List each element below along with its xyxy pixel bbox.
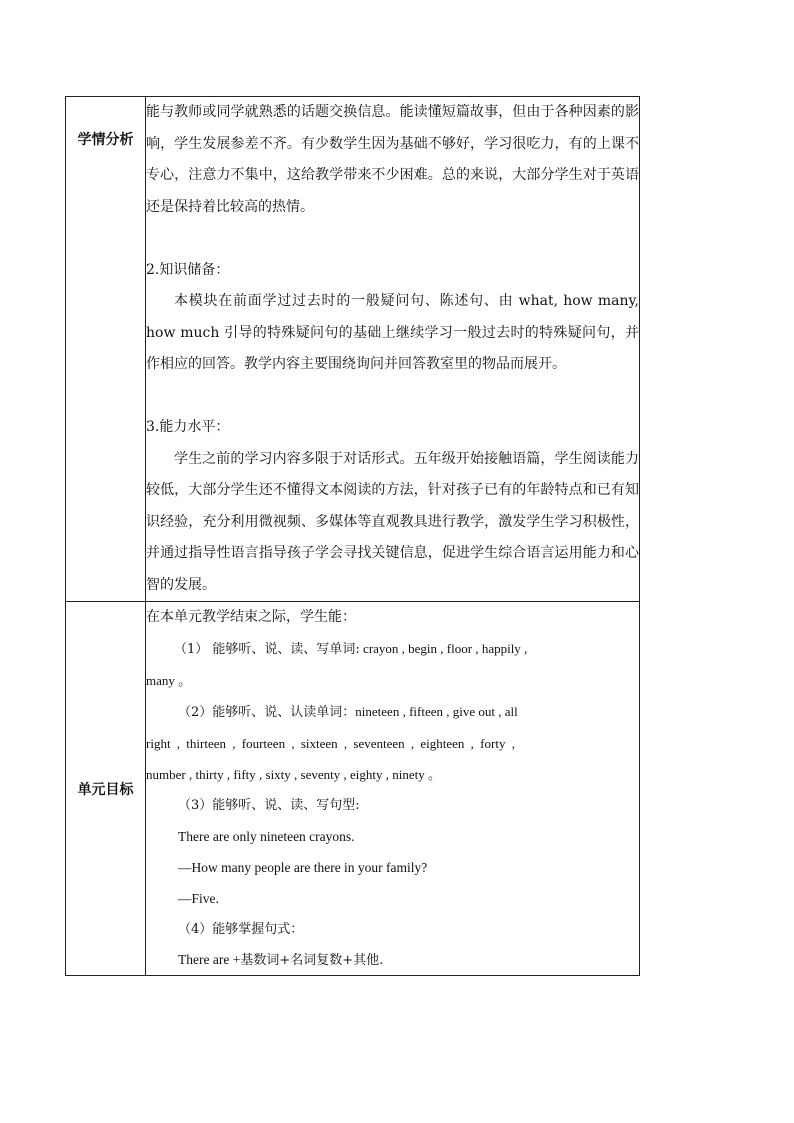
- goal-3-heading: （3）能够听、说、读、写句型:: [178, 798, 360, 813]
- lesson-plan-table: [65, 96, 640, 976]
- label-text: 学情分析: [77, 132, 134, 148]
- goal-2-words-cont1: right , thirteen , fourteen , sixteen , seventeen , eighteen , forty ,: [146, 736, 515, 751]
- goal-1-words-cont: many 。: [146, 673, 192, 688]
- goal-2: [146, 696, 639, 728]
- table-row-analysis: [66, 97, 640, 602]
- goals-content: [146, 602, 640, 976]
- row-label-analysis: [66, 97, 146, 602]
- pattern-cn: 基数词+名词复数+其他.: [240, 953, 384, 968]
- sentence-pattern: [146, 945, 639, 975]
- label-text: 单元目标: [77, 781, 134, 798]
- goal-2-words: nineteen , fifteen , give out , all: [355, 704, 518, 719]
- goal-2-words-cont2: number , thirty , fifty , sixty , seventy , eighty , ninety 。: [146, 767, 441, 782]
- knowledge-paragraph: 本模块在前面学过过去时的一般疑问句、陈述句、由 what, how many, how much 引导的特殊疑问句的基础上继续学习一般过去时的特殊疑问句，并作相应的回答。教学内容主要围绕询问并回答教室里的物品而展开。: [146, 293, 639, 372]
- goal-1-prefix: （1） 能够听、说、读、写单词:: [174, 642, 360, 657]
- pattern-en: There are +: [178, 952, 241, 967]
- ability-heading: 3.能力水平：: [146, 419, 230, 435]
- sentence-1: There are only nineteen crayons.: [178, 829, 355, 844]
- sentence-3: —Five.: [178, 891, 219, 906]
- goal-4-heading: （4）能够掌握句式：: [178, 922, 304, 937]
- goal-1-words: crayon , begin , floor , happily ,: [359, 641, 528, 656]
- goal-1: [146, 633, 639, 665]
- knowledge-heading: 2.知识储备：: [146, 261, 230, 278]
- analysis-content: [146, 97, 640, 602]
- analysis-paragraph: 能与教师或同学就熟悉的话题交换信息。能读懂短篇故事，但由于各种因素的影响，学生发展参差不齐。有少数学生因为基础不够好，学习很吃力，有的上课不专心，注意力不集中，这给教学带来不少困难。总的来说，大部分学生对于英语还是保持着比较高的热情。: [146, 104, 639, 215]
- goals-intro: 在本单元教学结束之际，学生能：: [146, 609, 356, 625]
- table-row-goals: [66, 602, 640, 976]
- ability-paragraph: 学生之前的学习内容多限于对话形式。五年级开始接触语篇，学生阅读能力较低，大部分学生还不懂得文本阅读的方法，针对孩子已有的年龄特点和已有知识经验，充分利用微视频、多媒体等直观教具进行教学，激发学生学习积极性，并通过指导性语言指导孩子学会寻找关键信息，促进学生综合语言运用能力和心智的发展。: [146, 450, 639, 593]
- sentence-2: —How many people are there in your family?: [178, 860, 428, 875]
- goal-2-prefix: （2）能够听、说、认读单词：: [178, 705, 356, 720]
- row-label-goals: [66, 602, 146, 976]
